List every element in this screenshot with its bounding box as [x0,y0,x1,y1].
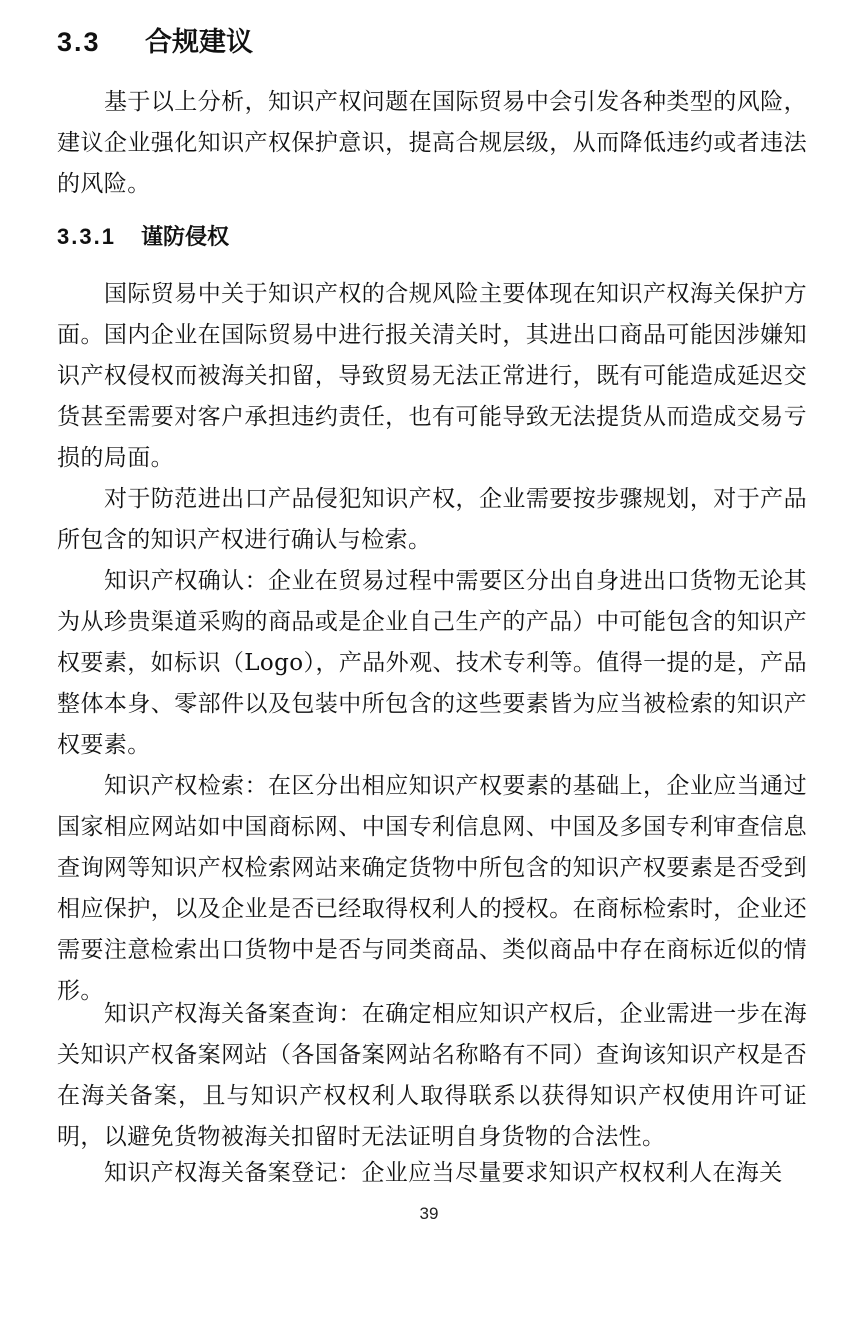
page-number: 39 [419,1204,439,1223]
paragraph-customs-record-registration: 知识产权海关备案登记：企业应当尽量要求知识产权权利人在海关 [104,1160,783,1186]
section-title: 合规建议 [145,27,253,57]
paragraph-customs-record-query: 知识产权海关备案查询：在确定相应知识产权后，企业需进一步在海关知识产权备案网站（各国备案网站名称略有不同）查询该知识产权是否在海关备案，且与知识产权权利人取得联系以获得知识产权使用许可证明，以避免货物被海关扣留时无法证明自身货物的合法性。 [57,1001,807,1150]
subsection-heading [57,218,229,256]
subsection-number: 3.3.1 [57,224,116,249]
paragraph-ip-confirmation: 知识产权确认：企业在贸易过程中需要区分出自身进出口货物无论其为从珍贵渠道采购的商品或是企业自己生产的产品）中可能包含的知识产权要素，如标识（Logo），产品外观、技术专利等。值得一提的是，产品整体本身、零部件以及包装中所包含的这些要素皆为应当被检索的知识产权要素。 [57,568,807,758]
paragraph-prevention: 对于防范进出口产品侵犯知识产权，企业需要按步骤规划，对于产品所包含的知识产权进行确认与检索。 [57,486,807,553]
subsection-title: 谨防侵权 [141,224,230,249]
intro-paragraph: 基于以上分析，知识产权问题在国际贸易中会引发各种类型的风险，建议企业强化知识产权保护意识，提高合规层级，从而降低违约或者违法的风险。 [57,89,807,197]
paragraph-ip-search: 知识产权检索：在区分出相应知识产权要素的基础上，企业应当通过国家相应网站如中国商标网、中国专利信息网、中国及多国专利审查信息查询网等知识产权检索网站来确定货物中所包含的知识产权要素是否受到相应保护，以及企业是否已经取得权利人的授权。在商标检索时，企业还需要注意检索出口货物中是否与同类商品、类似商品中存在商标近似的情形。 [57,773,807,1004]
section-number: 3.3 [57,27,101,57]
section-heading [57,22,253,62]
paragraph-customs-risk: 国际贸易中关于知识产权的合规风险主要体现在知识产权海关保护方面。国内企业在国际贸易中进行报关清关时，其进出口商品可能因涉嫌知识产权侵权而被海关扣留，导致贸易无法正常进行，既有可能造成延迟交货甚至需要对客户承担违约责任，也有可能导致无法提货从而造成交易亏损的局面。 [57,281,807,471]
